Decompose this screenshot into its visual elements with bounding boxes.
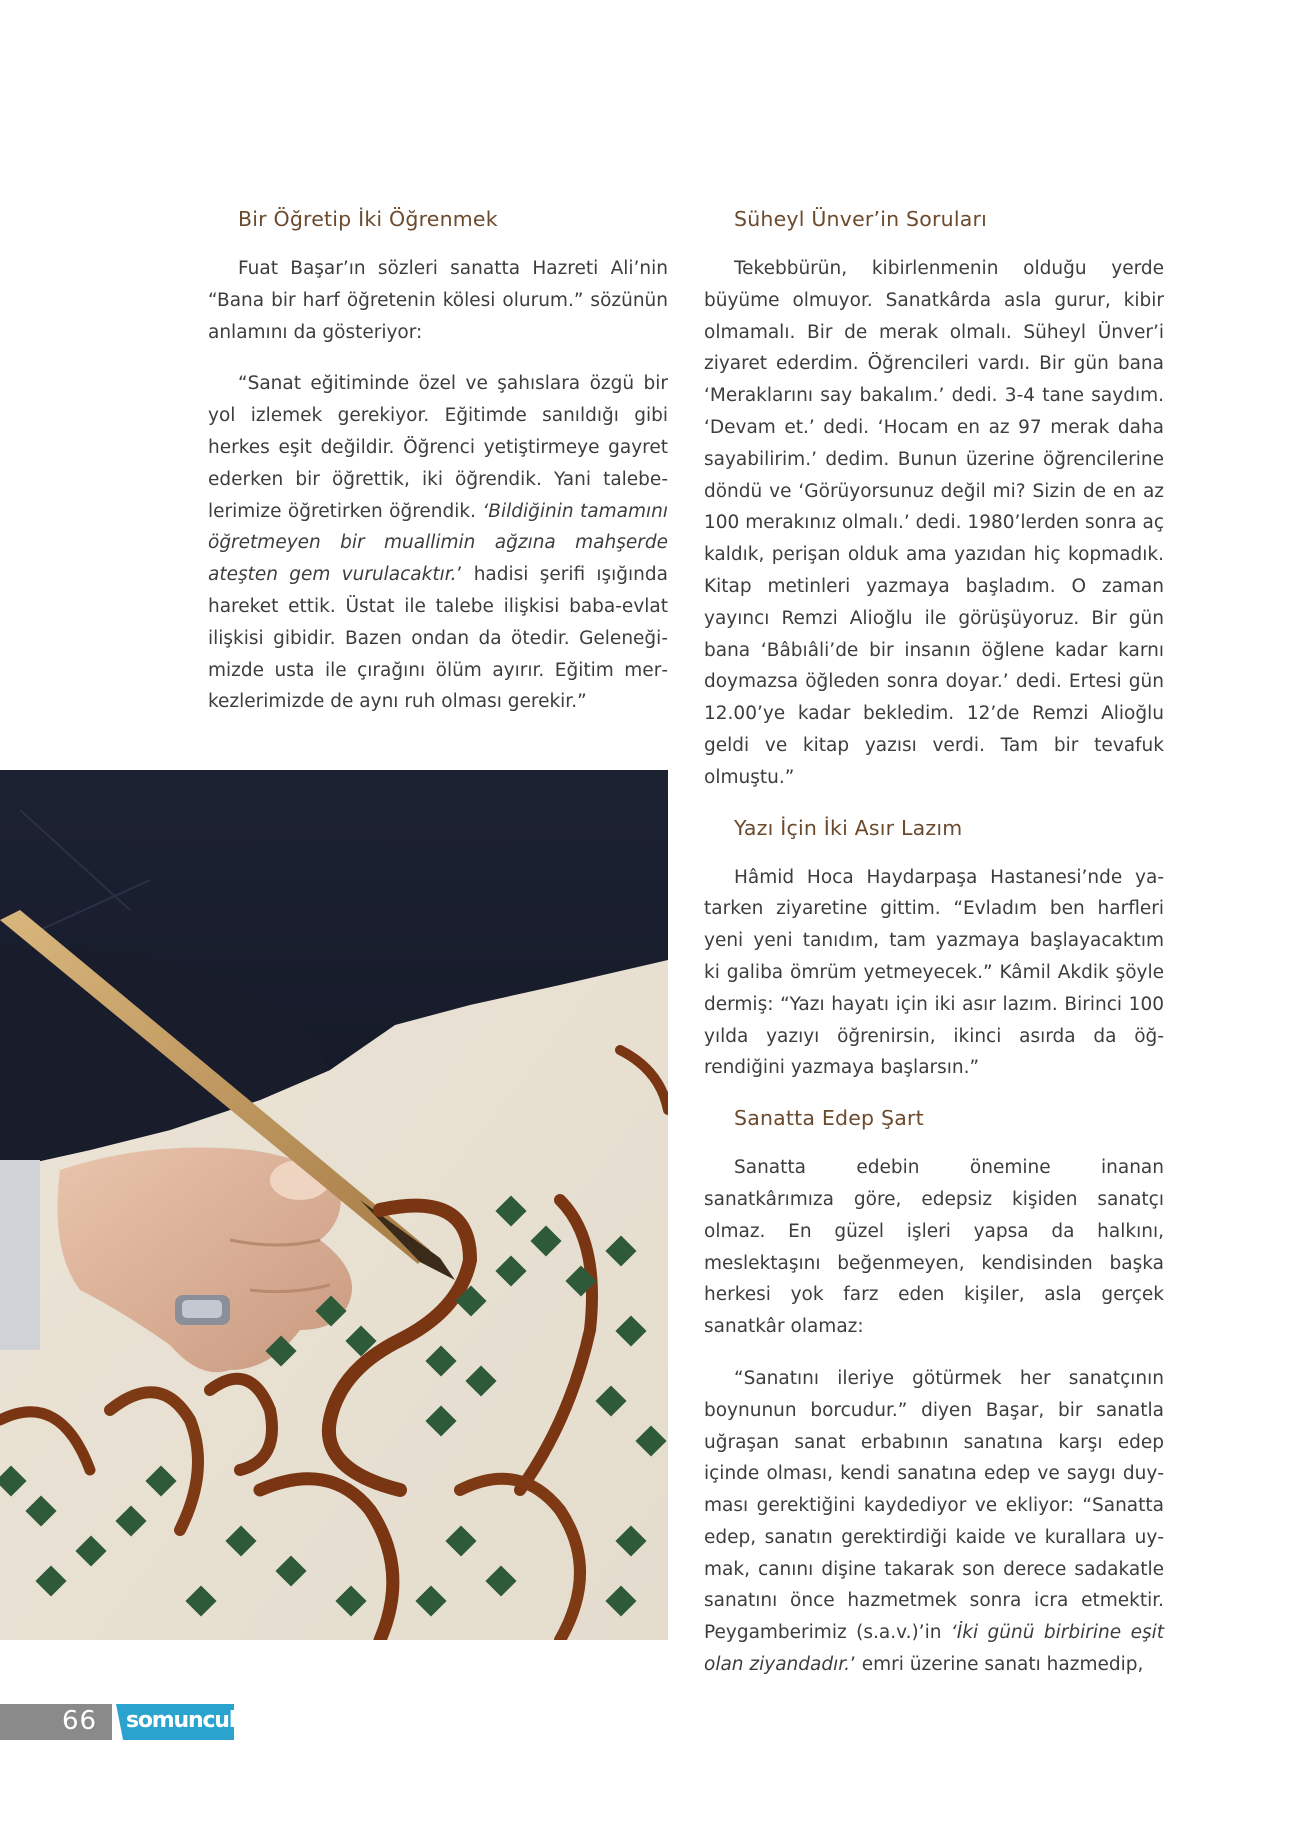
page-footer	[0, 1704, 286, 1740]
hadith-quote: ‘İki günü birbirine eşit olan ziyandadır.	[704, 1622, 1164, 1676]
brand-logo: somuncubaba	[126, 1708, 286, 1733]
paragraph	[704, 1363, 1164, 1681]
calligraphy-photo	[0, 770, 668, 1640]
page-number: 66	[62, 1706, 98, 1736]
paragraph: Hâmid Hoca Haydarpaşa Hastanesi’nde yatarken ziyaretine gittim. “Evladım ben harfleri yeni yeni tanıdım, tam yazmaya başlayacaktım ki galiba ömrüm yetmeyecek.” Kâmil Akdik şöyle dermiş: “Yazı hayatı için iki asır lazım. Birinci 100 yılda yazıyı öğrenirsin, ikinci asırda da öğrendiğini yazmaya başlarsın.”	[704, 866, 1164, 1079]
left-column	[208, 205, 668, 738]
paragraph: Tekebbürün, kibirlenmenin olduğu yerde büyüme olmuyor. Sanatkârda asla gurur, kibir olmamalı. Bir de merak olmalı. Süheyl Ünver’i ziyaret ederdim. Öğrencileri vardı. Bir gün bana ‘Meraklarını say bakalım.’ dedi. 3-4 tane saydım. ‘Devam et.’ dedi. ‘Hocam en az 97 merak daha sayabilirim.’ dedim. Bunun üzerine öğrencilerine döndü ve ‘Görüyorsunuz değil mi? Sizin de en az 100 merakınız olmalı.’ dedi. 1980’lerden sonra aç kaldık, perişan olduk ama yazıdan hiç kopmadık. Kitap metinleri yazmaya başladım. O zaman yayıncı Remzi Alioğlu ile görüşüyoruz. Bir gün bana ‘Bâbıâli’de bir insanın öğlene kadar karnı doymazsa öğleden sonra doyar.’ dedi. Ertesi gün 12.00’ye kadar bekledim. 12’de Remzi Alioğlu geldi ve kitap yazısı verdi. Tam bir tevafuk olmuştu.”	[704, 258, 1164, 788]
section-heading: Süheyl Ünver’in Soruları	[734, 207, 988, 231]
paragraph-text: ’ emri üzerine sanatı hazmedip,	[850, 1654, 1144, 1676]
section-heading: Sanatta Edep Şart	[734, 1106, 924, 1131]
quote-text: “Sanat eğitiminde özel ve şahıslara özgü bir yol izlemek gerekiyor. Eğitimde sanıldığı gibi herkes eşit değildir. Öğrenci yetiştirmeye gayret ederken bir öğrettik, iki öğrendik. Yani talebelerimize öğretirken öğrendik.	[208, 373, 668, 522]
right-column	[704, 205, 1164, 1701]
hadith-quote: ‘Bildiğinin tamamını öğretmeyen bir muallimin ağzına mahşerde ateşten gem vurulacaktır.	[208, 500, 668, 586]
paragraph-text: “Sanatını ileriye götürmek her sanatçının boynunun borcudur.” diyen Başar, bir sanatla uğraşan sanat erbabının sanatına karşı edep içinde olması, kendi sanatına edep ve saygı duyması gerektiğini kaydediyor ve ekliyor: “Sanatta edep, sanatın gerektirdiği kaide ve kurallara uymak, canını dişine takarak son derece sadakatle sanatını önce hazmetmek sonra icra etmektir. Peygamberimiz (s.a.v.)’in	[704, 1367, 1164, 1644]
section-heading: Bir Öğretip İki Öğrenmek	[238, 207, 498, 231]
section-heading: Yazı İçin İki Asır Lazım	[734, 815, 963, 840]
quote-text: ’ hadisi şerifi ışığında hareket ettik. Üstat ile talebe ilişkisi baba-evlat ilişkisi gibidir. Bazen ondan da ötedir. Geleneğimizde usta ile çırağını ölüm ayırır. Eğitim merkezlerimizde de aynı ruh olması gerekir.”	[208, 564, 668, 713]
quote-paragraph	[208, 368, 668, 718]
paragraph: Fuat Başar’ın sözleri sanatta Hazreti Ali’nin “Bana bir harf öğretenin kölesi olurum.” sözünün anlamını da gösteriyor:	[208, 258, 668, 343]
paragraph: Sanatta edebin önemine inanan sanatkârımıza göre, edepsiz kişiden sanatçı olmaz. En güzel işleri yapsa da halkını, meslektaşını beğenmeyen, kendisinden başka herkesi yok farz eden kişiler, asla gerçek sanatkâr olamaz:	[704, 1157, 1164, 1338]
calligraphy-illustration	[0, 770, 668, 1640]
